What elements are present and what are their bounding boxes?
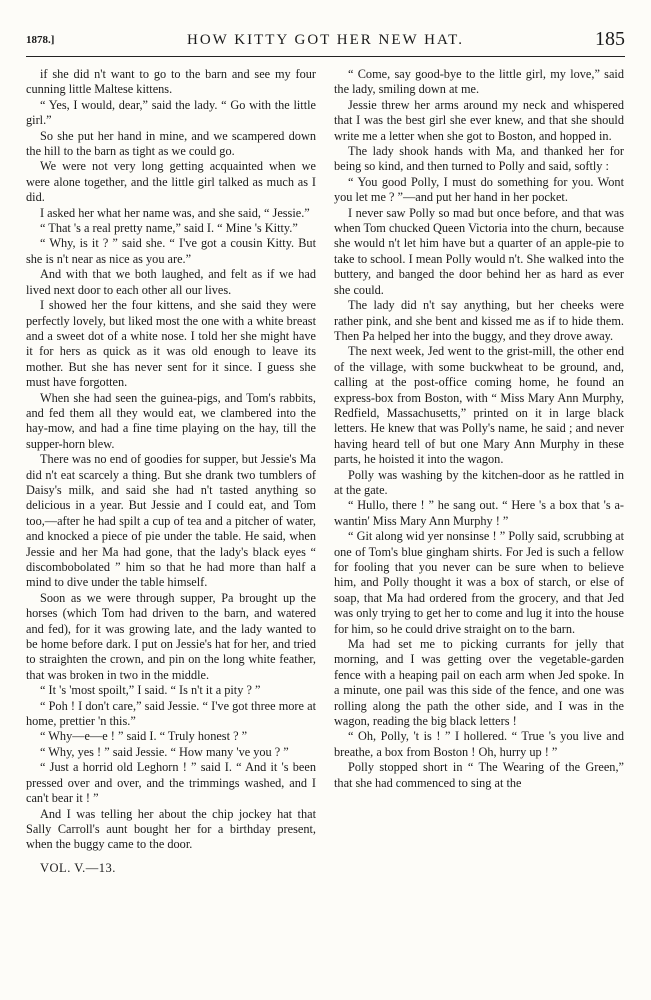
left-column <box>26 67 316 876</box>
paragraph: Polly stopped short in “ The Wearing of the Green,” that she had commenced to sing at the <box>334 760 624 790</box>
paragraph: Polly was washing by the kitchen-door as he rattled in at the gate. <box>334 467 624 497</box>
paragraph: “ Why, yes ! ” said Jessie. “ How many 've you ? ” <box>40 744 289 759</box>
right-column <box>334 67 624 876</box>
paragraph: “ Git along wid yer nonsinse ! ” Polly said, scrubbing at one of Tom's blue gingham shirts. For Jed is such a fellow for fooling that you never can be sure when to believe him, and Polly thought it was a box of starch, or else of soap, that Ma had ordered from the grocery, and that Jed was only trying to get her to come and lug it into the house for him, so he could drive straight on to the barn. <box>334 529 624 636</box>
paragraph: The lady did n't say anything, but her cheeks were rather pink, and she bent and kissed me as if to hide them. Then Pa helped her into the buggy, and they drove away. <box>334 298 624 343</box>
paragraph: I asked her what her name was, and she said, “ Jessie.” <box>40 205 310 220</box>
paragraph: “ Oh, Polly, 't is ! ” I hollered. “ True 's you live and breathe, a box from Boston ! Oh, hurry up ! ” <box>334 729 624 759</box>
paragraph: And I was telling her about the chip jockey hat that Sally Carroll's aunt bought her for a birthday present, when the buggy came to the door. <box>26 806 316 852</box>
header-year: 1878.] <box>26 34 55 46</box>
paragraph: “ Yes, I would, dear,” said the lady. “ Go with the little girl.” <box>26 97 316 128</box>
paragraph: The next week, Jed went to the grist-mill, the other end of the village, with some buckwheat to be ground, and, calling at the post-office coming home, he found an express-box from Boston, with “ Miss Mary Ann Murphy, Redfield, Massachusetts,” printed on it in large black letters. He knew that was Polly's name, he said ; and never having heard tell of but one Mary Ann Murphy in these parts, he hoisted it into the wagon. <box>334 344 624 467</box>
paragraph: I showed her the four kittens, and she said they were perfectly lovely, but liked most the one with a white breast and a sweet dot of a white nose. I told her she might have it for hers as quick as it was old enough to leave its mother. But she has never sent for it since. I guess she must have forgotten. <box>26 298 316 390</box>
paragraph: “ Come, say good-bye to the little girl, my love,” said the lady, smiling down at me. <box>334 67 624 97</box>
paragraph: Ma had set me to picking currants for jelly that morning, and I was getting over the vegetable-garden fence with a heaping pail on each arm when Jed spoke. In a minute, one pail was this side of the fence, and one was rolling along the path the other side, and I was in the wagon, reading the big black letters ! <box>334 637 624 729</box>
running-header <box>26 26 625 57</box>
paragraph: “ It 's 'most spoilt,” I said. “ Is n't it a pity ? ” <box>40 683 261 698</box>
paragraph: When she had seen the guinea-pigs, and Tom's rabbits, and fed them all they would eat, we clambered into the hay-mow, and had a fine time playing on the hay, till the supper-horn blew. <box>26 390 316 451</box>
paragraph: Soon as we were through supper, Pa brought up the horses (which Tom had driven to the barn, and watered and fed), for it was growing late, and the lady wanted to be home before dark. I put on Jessie's hat for her, and tried to straighten the crown, and pin on the long white feather, that was broken in two in the middle. <box>26 590 316 682</box>
paragraph: “ Hullo, there ! ” he sang out. “ Here 's a box that 's a-wantin' Miss Mary Ann Murphy ! ” <box>334 498 624 528</box>
paragraph: “ Poh ! I don't care,” said Jessie. “ I've got three more at home, prettier 'n this.” <box>26 698 316 729</box>
paragraph: We were not very long getting acquainted when we were alone together, and the little girl talked as much as I did. <box>26 159 316 205</box>
paragraph: “ Why, is it ? ” said she. “ I've got a cousin Kitty. But she is n't near as nice as you are.” <box>26 236 316 266</box>
paragraph: There was no end of goodies for supper, but Jessie's Ma did n't eat scarcely a thing. But she drank two tumblers of Daisy's milk, and said she had n't tasted anything so delicious in a year. But Jessie and I could eat, and Tom too,—after he had spilt a cup of tea and a pitcher of water, and knocked a piece of pie under the table. He said, when Jessie and her Ma had gone, that the lady's black eyes “ discombobolated ” him so that he had more than half a mind to dive under the table himself. <box>26 452 316 590</box>
paragraph: Jessie threw her arms around my neck and whispered that I was the best girl she ever knew, and that she should write me a letter when she got to Boston, and hopped in. <box>334 97 624 143</box>
page-number: 185 <box>595 28 625 50</box>
paragraph: “ Why—e—e ! ” said I. “ Truly honest ? ” <box>40 729 248 744</box>
paragraph: if she did n't want to go to the barn and see my four cunning little Maltese kittens. <box>26 67 316 97</box>
text-columns <box>26 67 625 876</box>
paragraph: So she put her hand in mine, and we scampered down the hill to the barn as tight as we could go. <box>26 128 316 159</box>
paragraph: “ That 's a real pretty name,” said I. “ Mine 's Kitty.” <box>40 221 298 236</box>
paragraph: And with that we both laughed, and felt as if we had lived next door to each other all our lives. <box>26 267 316 297</box>
paragraph: I never saw Polly so mad but once before, and that was when Tom chucked Queen Victoria into the churn, because she would n't let him have but a quarter of an apple-pie to take to school. I mean Polly would n't. She walked into the buttery, and banged the door behind her as hard as ever she could. <box>334 205 624 297</box>
paragraph: “ Just a horrid old Leghorn ! ” said I. “ And it 's been pressed over and over, and the trimmings washed, and I can't bear it ! ” <box>26 760 316 806</box>
paragraph: The lady shook hands with Ma, and thanked her for being so kind, and then turned to Polly and said, softly : <box>334 144 624 174</box>
paragraph: “ You good Polly, I must do something for you. Wont you let me ? ”—and put her hand in her pocket. <box>334 174 624 205</box>
header-title: HOW KITTY GOT HER NEW HAT. <box>187 32 464 48</box>
volume-signature: VOL. V.—13. <box>40 860 116 875</box>
